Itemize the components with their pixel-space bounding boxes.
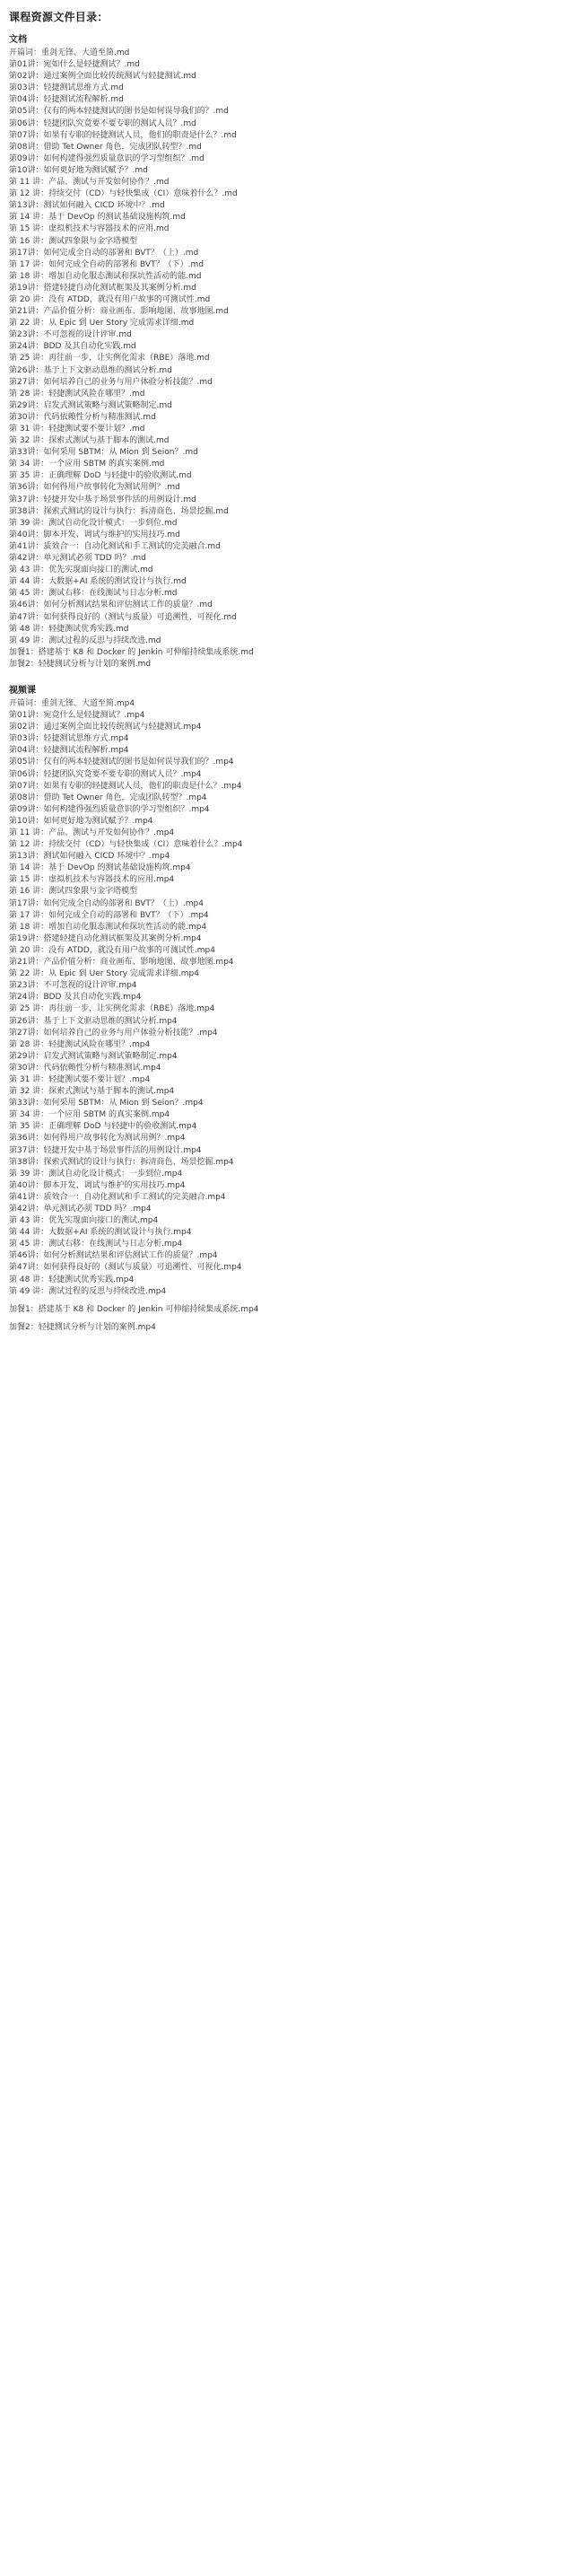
- list-item[interactable]: 第02讲：通过案例全面比较传统测试与轻捷测试.mp4: [9, 723, 202, 732]
- list-item[interactable]: 第 49 讲：测试过程的反思与持续改进.mp4: [9, 1286, 167, 1296]
- notes-spacer: [9, 1316, 574, 1322]
- list-item[interactable]: 加餐1：搭建基于 K8 和 Docker 的 Jenkin 可伸缩持续集成系统.md: [9, 647, 254, 657]
- list-item[interactable]: 第19讲：搭建轻捷自动化测试框架及其案例分析.md: [9, 283, 196, 293]
- list-item[interactable]: 第01讲：宛如什么是轻捷测试？.md: [9, 60, 140, 70]
- list-item[interactable]: 第21讲：产品价值分析：商业画布、影响地图、故事地图.md: [9, 307, 229, 317]
- list-item[interactable]: 第09讲：如何构建得强烈质量意识的学习型组织？.mp4: [9, 804, 210, 814]
- list-item[interactable]: 第02讲：通过案例全面比较传统测试与轻捷测试.md: [9, 72, 196, 82]
- list-item[interactable]: 第47讲：如何获得良好的（测试与质量）可追溯性、可视化.mp4: [9, 1263, 242, 1273]
- list-item[interactable]: 第 17 讲：如何完成全自动的部署和 BVT？（下）.md: [9, 259, 204, 269]
- list-item[interactable]: 第 22 讲：从 Epic 到 Uer Story 完成需求详细.md: [9, 319, 195, 329]
- list-item[interactable]: 第 18 讲：增加自动化服态测试和探坑性活动的能.md: [9, 271, 202, 281]
- list-item[interactable]: 第 15 讲：虚拟机技术与容器技术的应用.md: [9, 224, 170, 234]
- list-item[interactable]: 第24讲：BDD 及其自动化实践.mp4: [9, 993, 142, 1003]
- list-item[interactable]: 第17讲：如何完成全自动的部署和 BVT？（上）.md: [9, 248, 199, 258]
- list-item[interactable]: 第26讲：基于上下文驱动思维的测试分析.mp4: [9, 1016, 178, 1026]
- list-item[interactable]: 第08讲：借助 Tet Owner 角色，完成团队转型？.md: [9, 142, 202, 152]
- list-item[interactable]: 第 20 讲：没有 ATDD，就没有用户故事的可测试性.mp4: [9, 945, 215, 955]
- list-item[interactable]: 第21讲：产品价值分析：商业画布、影响地图、故事地图.mp4: [9, 958, 234, 968]
- list-item[interactable]: 第27讲：如何培养自己的业务与用户体验分析技能？.mp4: [9, 1028, 218, 1038]
- list-item[interactable]: 第 11 讲：产品、测试与开发如何协作？.mp4: [9, 828, 175, 837]
- list-item[interactable]: 第38讲：探索式测试的设计与执行：拆清商色、场景挖掘.md: [9, 506, 229, 516]
- list-item[interactable]: 第 14 讲：基于 DevOp 的测试基础设施构筑.md: [9, 213, 186, 223]
- list-item[interactable]: 第03讲：轻捷测试思维方式.mp4: [9, 734, 129, 744]
- list-item[interactable]: 第23讲：不可忽视的设计评审.md: [9, 330, 132, 340]
- list-item[interactable]: 第 12 讲：持续交付（CD）与轻快集成（CI）意味着什么？.mp4: [9, 840, 243, 850]
- list-item[interactable]: 第 43 讲：优先实现面向接口的测试.mp4: [9, 1216, 159, 1226]
- list-item[interactable]: 第 18 讲：增加自动化服态测试和探坑性活动的能.mp4: [9, 922, 207, 932]
- list-item[interactable]: 第46讲：如何分析测试结果和评估测试工作的质量？.md: [9, 600, 213, 610]
- list-item[interactable]: 第13讲：测试如何融入 CICD 环境中？.md: [9, 201, 165, 211]
- list-item[interactable]: 第07讲：如果有专职的轻捷测试人员，他们的职责是什么？.md: [9, 130, 237, 140]
- list-item[interactable]: 第 25 讲：再往前一步，让实例化需求（RBE）落地.md: [9, 354, 210, 364]
- list-item[interactable]: 第 48 讲：轻捷测试优秀实践.mp4: [9, 1275, 135, 1284]
- section-divider: [9, 670, 574, 677]
- list-item[interactable]: 第37讲：轻捷开发中基于场景事件活的用例设计.md: [9, 495, 196, 504]
- list-item[interactable]: 第 32 讲：探索式测试与基于脚本的测试.mp4: [9, 1087, 175, 1097]
- list-item[interactable]: 第26讲：基于上下文驱动思维的测试分析.md: [9, 365, 172, 375]
- list-item[interactable]: 第42讲：单元测试必须 TDD 吗？.mp4: [9, 1205, 152, 1214]
- list-item[interactable]: 第38讲：探索式测试的设计与执行：拆清商色、场景挖掘.mp4: [9, 1157, 234, 1167]
- list-item[interactable]: 第 16 讲：测试四象限与金字塔模型: [9, 236, 138, 246]
- list-item[interactable]: 第 39 讲：测试自动化设计模式：一步到位.md: [9, 518, 178, 528]
- list-item[interactable]: 加餐2：轻捷测试分析与计划的案例.mp4: [9, 1322, 156, 1332]
- list-item[interactable]: 第 15 讲：虚拟机技术与容器技术的应用.mp4: [9, 875, 175, 885]
- list-item[interactable]: 第 22 讲：从 Epic 到 Uer Story 完成需求详细.mp4: [9, 969, 199, 979]
- list-item[interactable]: 第33讲：如何采用 SBTM：从 Mion 到 Seion？.md: [9, 448, 198, 458]
- section-docs: [9, 31, 574, 670]
- list-item[interactable]: 第 44 讲：大数据+AI 系统的测试设计与执行.md: [9, 577, 187, 587]
- list-item[interactable]: 第 49 讲：测试过程的反思与持续改进.md: [9, 635, 161, 645]
- list-item[interactable]: 第 34 讲：一个应用 SBTM 的真实案例.mp4: [9, 1110, 170, 1120]
- section-videos: [9, 682, 574, 1334]
- list-item[interactable]: 第09讲：如何构建得强烈质量意识的学习型组织？.md: [9, 153, 204, 163]
- list-item[interactable]: 第40讲：脚本开发、调试与维护的实用技巧.mp4: [9, 1180, 186, 1190]
- list-item[interactable]: 第 28 讲：轻捷测试风险在哪里？.md: [9, 389, 145, 399]
- list-item[interactable]: 第 12 讲：持续交付（CD）与轻快集成（CI）意味着什么？.md: [9, 189, 238, 199]
- section-heading-docs: 文档: [9, 35, 27, 45]
- notes-divider: [9, 1298, 574, 1304]
- list-item[interactable]: 第 48 讲：轻捷测试优秀实践.md: [9, 624, 129, 634]
- list-item[interactable]: 第36讲：如何得用户故事转化为测试用例？.mp4: [9, 1134, 186, 1143]
- list-item[interactable]: 第13讲：测试如何融入 CICD 环境中？.mp4: [9, 852, 170, 862]
- list-item[interactable]: 第37讲：轻捷开发中基于场景事件活的用例设计.mp4: [9, 1145, 202, 1155]
- list-item[interactable]: 第30讲：代码依赖性分析与精准测试.mp4: [9, 1063, 161, 1073]
- list-item[interactable]: 第29讲：启发式测试策略与测试策略制定.mp4: [9, 1051, 178, 1061]
- list-item[interactable]: 第47讲：如何获得良好的（测试与质量）可追溯性、可视化.md: [9, 612, 237, 622]
- list-item[interactable]: 第06讲：轻捷团队究竟要不要专职的测试人员？.md: [9, 118, 196, 128]
- list-item[interactable]: 第10讲：如何更好地为测试赋予？.mp4: [9, 816, 153, 826]
- list-item[interactable]: 第 45 讲：测试右移：在线测试与日志分析.mp4: [9, 1240, 183, 1249]
- section-heading-videos: 视频课: [9, 685, 36, 696]
- list-item[interactable]: 第19讲：搭建轻捷自动化测试框架及其案例分析.mp4: [9, 933, 202, 943]
- list-item[interactable]: 加餐1：搭建基于 K8 和 Docker 的 Jenkin 可伸缩持续集成系统.mp4: [9, 1304, 259, 1314]
- list-item[interactable]: 第 16 讲：测试四象限与金字塔模型: [9, 887, 138, 897]
- list-item[interactable]: 第06讲：轻捷团队究竟要不要专职的测试人员？.mp4: [9, 769, 202, 779]
- list-item[interactable]: 第29讲：启发式测试策略与测试策略制定.md: [9, 400, 172, 410]
- list-item[interactable]: 第 45 讲：测试右移：在线测试与日志分析.md: [9, 589, 178, 599]
- list-item[interactable]: 第 34 讲：一个应用 SBTM 的真实案例.md: [9, 460, 165, 469]
- list-item[interactable]: 第30讲：代码依赖性分析与精准测试.md: [9, 412, 156, 422]
- list-item[interactable]: 第27讲：如何培养自己的业务与用户体验分析技能？.md: [9, 377, 213, 387]
- videos-file-list: [9, 698, 574, 1298]
- page-title: 课程资源文件目录：: [9, 11, 109, 23]
- list-item[interactable]: 第23讲：不可忽视的设计评审.mp4: [9, 981, 137, 991]
- list-item[interactable]: 第 14 讲：基于 DevOp 的测试基础设施构筑.mp4: [9, 863, 191, 873]
- list-item[interactable]: 第 25 讲：再往前一步，让实例化需求（RBE）落地.mp4: [9, 1004, 215, 1014]
- list-item[interactable]: 第42讲：单元测试必须 TDD 吗？.md: [9, 554, 146, 564]
- list-item[interactable]: 第17讲：如何完成全自动的部署和 BVT？（上）.mp4: [9, 898, 204, 908]
- list-item[interactable]: 第 17 讲：如何完成全自动的部署和 BVT？（下）.mp4: [9, 910, 209, 920]
- list-item[interactable]: 第 28 讲：轻捷测试风险在哪里？.mp4: [9, 1039, 151, 1049]
- list-item[interactable]: 第 20 讲：没有 ATDD，就没有用户故事的可测试性.md: [9, 294, 211, 304]
- docs-file-list: [9, 48, 574, 670]
- list-item[interactable]: 第04讲：轻捷测试流程解析.md: [9, 95, 124, 105]
- list-item[interactable]: 第 31 讲：轻捷测试要不要计划？.md: [9, 425, 145, 434]
- list-item[interactable]: 开篇词：重剑无锋、大道至简.md: [9, 48, 130, 57]
- list-item[interactable]: 第03讲：轻捷测试思维方式.md: [9, 83, 124, 93]
- list-item[interactable]: 第05讲：仅有的两本轻捷测试的图书是如何误导我们的？.mp4: [9, 758, 234, 767]
- list-item[interactable]: 第33讲：如何采用 SBTM：从 Mion 到 Seion？.mp4: [9, 1099, 204, 1108]
- list-item[interactable]: 第10讲：如何更好地为测试赋予？.md: [9, 165, 148, 175]
- list-item[interactable]: 第 43 讲：优先实现面向接口的测试.md: [9, 565, 153, 575]
- list-item[interactable]: 第 31 讲：轻捷测试要不要计划？.mp4: [9, 1074, 151, 1084]
- list-item[interactable]: 第41讲：质效合一：自动化测试和手工测试的完美融合.mp4: [9, 1192, 226, 1202]
- list-item[interactable]: 第01讲：宛竟什么是轻捷测试？.mp4: [9, 711, 145, 721]
- list-item[interactable]: 第08讲：借助 Tet Owner 角色，完成团队转型？.mp4: [9, 793, 207, 802]
- list-item[interactable]: 开篇词：重剑无锋、大道至简.mp4: [9, 698, 135, 708]
- list-item[interactable]: 第07讲：如果有专职的轻捷测试人员，他们的职责是什么？.mp4: [9, 781, 242, 791]
- list-item[interactable]: 第40讲：脚本开发、调试与维护的实用技巧.md: [9, 530, 180, 539]
- list-item[interactable]: 第 32 讲：探索式测试与基于脚本的测试.md: [9, 436, 170, 446]
- list-item[interactable]: 第 39 讲：测试自动化设计模式：一步到位.mp4: [9, 1169, 183, 1178]
- list-item[interactable]: 第 35 讲：正确理解 DoD 与轻捷中的验收测试.md: [9, 471, 192, 481]
- list-item[interactable]: 第 35 讲：正确理解 DoD 与轻捷中的验收测试.mp4: [9, 1122, 197, 1132]
- list-item[interactable]: 第 11 讲：产品、测试与开发如何协作？.md: [9, 178, 170, 188]
- list-item[interactable]: 第46讲：如何分析测试结果和评估测试工作的质量？.mp4: [9, 1251, 218, 1261]
- list-item[interactable]: 第04讲：轻捷测试流程解析.mp4: [9, 746, 129, 756]
- list-item[interactable]: 加餐2：轻捷测试分析与计划的案例.md: [9, 659, 152, 669]
- list-item[interactable]: 第05讲：仅有的两本轻捷测试的图书是如何误导我们的？.md: [9, 107, 229, 117]
- list-item[interactable]: 第41讲：质效合一：自动化测试和手工测试的完美融合.md: [9, 541, 221, 551]
- list-item[interactable]: 第 44 讲：大数据+AI 系统的测试设计与执行.mp4: [9, 1228, 192, 1238]
- list-item[interactable]: 第24讲：BDD 及其自动化实践.md: [9, 342, 136, 352]
- list-item[interactable]: 第36讲：如何得用户故事转化为测试用例？.md: [9, 483, 180, 493]
